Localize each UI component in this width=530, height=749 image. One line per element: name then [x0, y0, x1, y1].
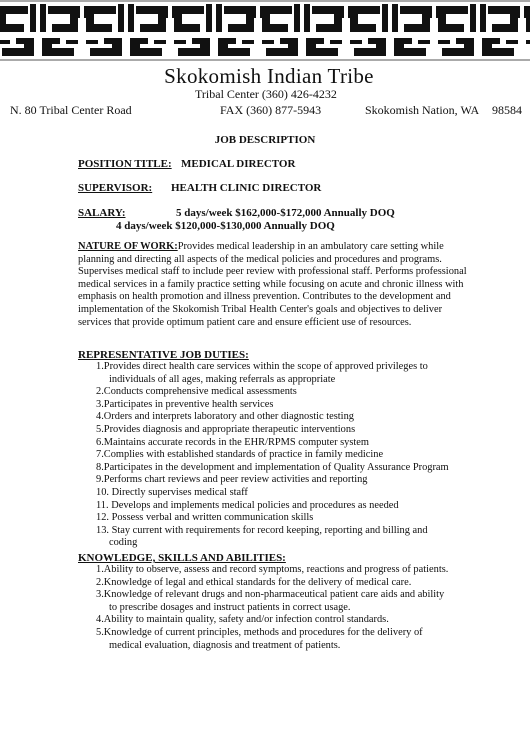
- tribal-pattern-graphic: [0, 0, 530, 62]
- city-state: Skokomish Nation, WA: [365, 103, 480, 117]
- list-item-text: 2.Knowledge of legal and ethical standards for the delivery of medical care.: [96, 576, 412, 588]
- pattern-motif: [38, 0, 82, 61]
- salary-line-2: 4 days/week $120,000-$130,000 Annually DOQ: [116, 220, 335, 232]
- duties-list: [96, 361, 496, 550]
- salary-label: SALARY:: [78, 207, 126, 219]
- list-item: [96, 487, 496, 500]
- list-item-text: 3.Knowledge of relevant drugs and non-pharmaceutical patient care aids and ability: [96, 589, 445, 601]
- position-title-label: POSITION TITLE:: [78, 158, 172, 170]
- street-address: N. 80 Tribal Center Road: [10, 103, 132, 117]
- list-item: [96, 627, 496, 652]
- pattern-motif: [478, 0, 522, 61]
- list-item: [96, 525, 496, 550]
- org-name: Skokomish Indian Tribe: [164, 64, 374, 88]
- list-item: [96, 386, 496, 399]
- pattern-motif: [126, 0, 170, 61]
- list-item-continuation: individuals of all ages, making referrals as appropriate: [109, 373, 336, 385]
- tribal-center-phone: Tribal Center (360) 426-4232: [195, 87, 337, 101]
- pattern-motif: [258, 0, 302, 61]
- list-item: [96, 564, 496, 577]
- list-item-text: 8.Participates in the development and implementation of Quality Assurance Program: [96, 461, 449, 473]
- pattern-motif: [434, 0, 478, 61]
- list-item-text: 1.Ability to observe, assess and record symptoms, reactions and progress of patients.: [96, 564, 449, 575]
- list-item-text: 7.Complies with established standards of practice in family medicine: [96, 449, 384, 461]
- salary-line-1: 5 days/week $162,000-$172,000 Annually DOQ: [176, 207, 395, 219]
- list-item: [96, 462, 496, 475]
- list-item-text: 4.Orders and interprets laboratory and other diagnostic testing: [96, 411, 354, 423]
- zip-code: 98584: [492, 103, 522, 117]
- pattern-motif: [82, 0, 126, 61]
- list-item: [96, 500, 496, 513]
- pattern-motif: [0, 0, 38, 61]
- list-item-text: 6.Maintains accurate records in the EHR/RPMS computer system: [96, 436, 369, 448]
- list-item: [96, 449, 496, 462]
- list-item: [96, 577, 496, 590]
- supervisor-label: SUPERVISOR:: [78, 182, 153, 194]
- pattern-motif: [390, 0, 434, 61]
- salary-row: [78, 207, 395, 219]
- fax-number: FAX (360) 877-5943: [220, 103, 322, 117]
- list-item-continuation: medical evaluation, diagnosis and treatment of patients.: [109, 639, 341, 651]
- list-item-continuation: coding: [109, 537, 138, 549]
- list-item-text: 4.Ability to maintain quality, safety and/or infection control standards.: [96, 614, 389, 626]
- nature-of-work-paragraph: [78, 241, 478, 329]
- list-item-text: 5.Provides diagnosis and appropriate therapeutic interventions: [96, 423, 356, 435]
- position-title-value: MEDICAL DIRECTOR: [181, 158, 296, 170]
- nature-of-work-label: NATURE OF WORK:: [78, 241, 178, 252]
- list-item-text: 3.Participates in preventive health services: [96, 398, 274, 410]
- position-title-row: [78, 158, 296, 170]
- list-item: [96, 474, 496, 487]
- pattern-motif: [302, 0, 346, 61]
- list-item: [96, 399, 496, 412]
- ksa-heading: KNOWLEDGE, SKILLS AND ABILITIES:: [78, 552, 286, 564]
- pattern-motif: [346, 0, 390, 61]
- list-item: [96, 361, 496, 386]
- supervisor-value: HEALTH CLINIC DIRECTOR: [171, 182, 322, 194]
- list-item-text: 5.Knowledge of current principles, methods and procedures for the delivery of: [96, 626, 423, 638]
- ksa-list: [96, 564, 496, 652]
- list-item-text: 2.Conducts comprehensive medical assessments: [96, 386, 297, 398]
- document-title: JOB DESCRIPTION: [214, 134, 316, 146]
- pattern-motif: [522, 0, 530, 61]
- list-item-continuation: to prescribe dosages and instruct patients in correct usage.: [109, 601, 351, 613]
- list-item: [96, 437, 496, 450]
- tribal-pattern-banner: [0, 0, 530, 62]
- list-item-text: 9.Performs chart reviews and peer review activities and reporting: [96, 474, 368, 486]
- supervisor-row: [78, 182, 322, 194]
- list-item: [96, 589, 496, 614]
- list-item-text: 11. Develops and implements medical policies and procedures as needed: [96, 499, 399, 511]
- list-item: [96, 424, 496, 437]
- pattern-motif: [170, 0, 214, 61]
- duties-heading: REPRESENTATIVE JOB DUTIES:: [78, 349, 249, 361]
- list-item-text: 10. Directly supervises medical staff: [96, 486, 248, 498]
- list-item: [96, 614, 496, 627]
- list-item: [96, 411, 496, 424]
- pattern-motif: [214, 0, 258, 61]
- list-item-text: 13. Stay current with requirements for record keeping, reporting and billing and: [96, 524, 428, 536]
- list-item: [96, 512, 496, 525]
- address-row: [10, 103, 525, 119]
- list-item-text: 12. Possess verbal and written communication skills: [96, 512, 314, 524]
- nature-of-work-text: Provides medical leadership in an ambulatory care setting while planning and directing all aspects of the medical policies and procedures and programs. Supervises medical staff to include peer review with professional staff. Performs professional medical services in a family practice setting while focusing on acute and chronic illness with emphasis on health promotion and illness prevention. Contributes to the development and implementation of the Skokomish Tribal Health Center's goals and objectives to deliver services that provide optimum patient care and ensure efficient use of resources.: [78, 241, 467, 328]
- list-item-text: 1.Provides direct health care services within the scope of approved privileges to: [96, 361, 428, 372]
